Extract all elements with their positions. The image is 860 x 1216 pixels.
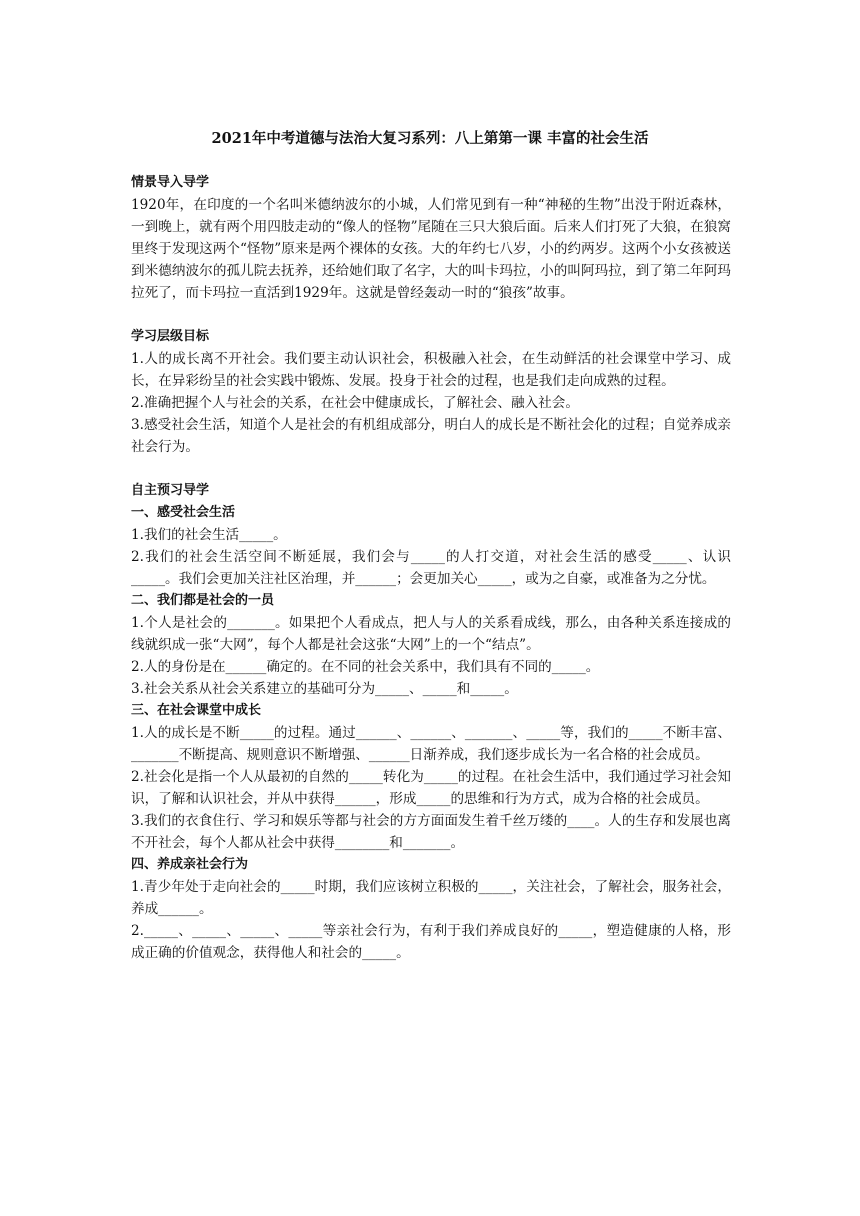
document-body (131, 172, 731, 964)
goal-item: 2.准确把握个人与社会的关系，在社会中健康成长，了解社会、融入社会。 (131, 395, 579, 411)
intro-paragraph: 1920年，在印度的一个名叫米德纳波尔的小城，人们常见到有一种“神秘的生物”出没于附近森林，一到晚上，就有两个用四肢走动的“像人的怪物”尾随在三只大狼后面。后来人们打死了大狼，在狼窝里终于发现这两个“怪物”原来是两个裸体的女孩。大的年约七八岁，小的约两岁。这两个小女孩被送到米德纳波尔的孤儿院去抚养，还给她们取了名字，大的叫卡玛拉，小的叫阿玛拉，到了第二年阿玛拉死了，而卡玛拉一直活到1929年。这就是曾经轰动一时的“狼孩”故事。 (131, 197, 731, 301)
preview-item: 2.人的身份是在______确定的。在不同的社会关系中，我们具有不同的_____。 (131, 659, 600, 675)
preview-item: 1.个人是社会的_______。如果把个人看成点，把人与人的关系看成线，那么，由各种关系连接成的线就织成一张“大网”，每个人都是社会这张“大网”上的一个“结点”。 (131, 615, 731, 653)
preview-item: 1.青少年处于走向社会的_____时期，我们应该树立积极的_____，关注社会，了解社会，服务社会，养成______。 (131, 879, 731, 917)
subsection-heading: 四、养成亲社会行为 (131, 857, 249, 872)
section-heading-intro: 情景导入导学 (131, 175, 210, 190)
preview-item: 2.我们的社会生活空间不断延展，我们会与_____的人打交道，对社会生活的感受_____、认识_____。我们会更加关注社区治理，并______；会更加关心_____，或为之自豪，或准备为之分忧。 (131, 549, 731, 587)
preview-item: 2.社会化是指一个人从最初的自然的_____转化为_____的过程。在社会生活中，我们通过学习社会知识，了解和认识社会，并从中获得______，形成_____的思维和行为方式，成为合格的社会成员。 (131, 769, 731, 807)
goal-item: 1.人的成长离不开社会。我们要主动认识社会，积极融入社会，在生动鲜活的社会课堂中学习、成长，在异彩纷呈的社会实践中锻炼、发展。投身于社会的过程，也是我们走向成熟的过程。 (131, 351, 731, 389)
document-title: 2021年中考道德与法治大复习系列：八上第第一课 丰富的社会生活 (211, 130, 649, 147)
section-heading-goals: 学习层级目标 (131, 329, 210, 344)
section-heading-preview: 自主预习导学 (131, 483, 210, 498)
preview-item: 1.人的成长是不断_____的过程。通过______、______、_______、_____等，我们的_____不断丰富、_______不断提高、规则意识不断增强、______日渐养成，我们逐步成长为一名合格的社会成员。 (131, 725, 731, 763)
goal-item: 3.感受社会生活，知道个人是社会的有机组成部分，明白人的成长是不断社会化的过程；自觉养成亲社会行为。 (131, 417, 731, 455)
preview-item: 1.我们的社会生活_____。 (131, 527, 287, 543)
preview-item: 2._____、_____、_____、_____等亲社会行为，有利于我们养成良好的_____，塑造健康的人格，形成正确的价值观念，获得他人和社会的_____。 (131, 923, 731, 961)
preview-item: 3.社会关系从社会关系建立的基础可分为_____、_____和_____。 (131, 681, 518, 697)
subsection-heading: 二、我们都是社会的一员 (131, 593, 275, 608)
subsection-heading: 一、感受社会生活 (131, 505, 236, 520)
subsection-heading: 三、在社会课堂中成长 (131, 703, 262, 718)
preview-item: 3.我们的衣食住行、学习和娱乐等都与社会的方方面面发生着千丝万缕的____。人的生存和发展也离不开社会，每个人都从社会中获得________和_______。 (131, 813, 731, 851)
